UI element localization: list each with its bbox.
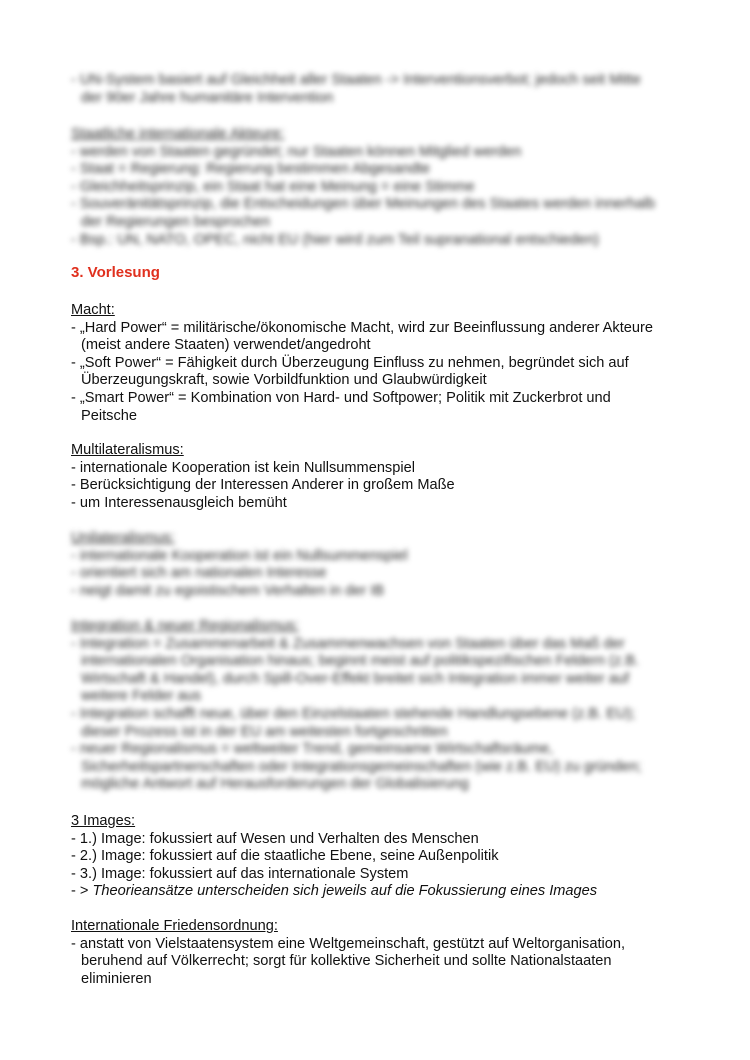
- text-line: - orientiert sich am nationalen Interesse: [71, 565, 327, 582]
- text-line: - „Smart Power“ = Kombination von Hard- und Softpower; Politik mit Zuckerbrot und: [71, 389, 611, 406]
- text-line: - anstatt von Vielstaatensystem eine Weltgemeinschaft, gestützt auf Weltorganisation,: [71, 935, 626, 952]
- text-line: mögliche Antwort auf Herausforderungen der Globalisierung: [81, 776, 469, 793]
- section-unilateralismus: [71, 530, 691, 600]
- text-line: weitere Felder aus: [81, 688, 202, 705]
- text-line: Überzeugungskraft, sowie Vorbildfunktion und Glaubwürdigkeit: [81, 372, 487, 389]
- conclusion-line: [71, 883, 691, 901]
- text-line: - Bsp.: UN, NATO, OPEC, nicht EU (hier wird zum Teil supranational entschieden): [71, 231, 600, 248]
- text-line: Peitsche: [81, 407, 137, 424]
- section-friedensordnung: [71, 918, 691, 988]
- text-line: - neigt damit zu egoistischem Verhalten in der IB: [71, 582, 385, 599]
- text-line: - internationale Kooperation ist ein Nullsummenspiel: [71, 547, 408, 564]
- text-line: internationalen Organisation hinaus; beginnt meist auf politikspezifischen Feldern (z.B.: [81, 653, 640, 670]
- text-line: der Regierungen besprochen: [81, 213, 271, 230]
- text-line: - Integration = Zusammenarbeit & Zusammenwachsen von Staaten über das Maß der: [71, 635, 625, 652]
- section-heading: Internationale Friedensordnung:: [71, 918, 278, 934]
- text-line: - Souveränitätsprinzip, die Entscheidungen über Meinungen des Staates werden innerhalb: [71, 196, 656, 213]
- text-line: beruhend auf Völkerrecht; sorgt für kollektive Sicherheit und sollte Nationalstaaten: [81, 953, 612, 970]
- section-integration: [71, 618, 691, 794]
- text-line: Sicherheitspartnerschaften oder Integrationsgemeinschaften (wie z.B. EU) zu gründen;: [81, 758, 642, 775]
- section-heading: Macht:: [71, 302, 115, 318]
- text-line: - 1.) Image: fokussiert auf Wesen und Verhalten des Menschen: [71, 830, 479, 847]
- conclusion-text: Theorieansätze unterscheiden sich jeweils auf die Fokussierung eines Images: [92, 883, 598, 900]
- text-line: Wirtschaft & Handel), durch Spill-Over-Effekt breitet sich Integration immer weiter auf: [81, 670, 630, 687]
- section-multilateralismus: [71, 442, 691, 512]
- section-state-actors: [71, 126, 691, 249]
- lecture-title: 3. Vorlesung: [71, 264, 160, 281]
- text-line: - werden von Staaten gegründet; nur Staaten können Mitglied werden: [71, 143, 522, 160]
- section-heading: Multilateralismus:: [71, 442, 184, 458]
- text-line: - 2.) Image: fokussiert auf die staatliche Ebene, seine Außenpolitik: [71, 848, 499, 865]
- text-line: der 90er Jahre humanitäre Intervention: [81, 89, 334, 106]
- intro-paragraph: [71, 72, 691, 107]
- text-line: - Staat = Regierung: Regierung bestimmen Abgesandte: [71, 161, 430, 178]
- section-macht: [71, 302, 691, 425]
- conclusion-prefix: - >: [71, 883, 93, 900]
- section-images: [71, 813, 691, 901]
- text-line: - um Interessenausgleich bemüht: [71, 494, 287, 511]
- text-line: - Berücksichtigung der Interessen Anderer in großem Maße: [71, 477, 455, 494]
- section-heading: Staatliche internationale Akteure:: [71, 126, 285, 142]
- text-line: (meist andere Staaten) verwendet/angedroht: [81, 337, 371, 354]
- text-line: dieser Prozess ist in der EU am weitesten fortgeschritten: [81, 723, 448, 740]
- section-heading: Integration & neuer Regionalismus:: [71, 618, 299, 634]
- text-line: - internationale Kooperation ist kein Nullsummenspiel: [71, 459, 415, 476]
- text-line: eliminieren: [81, 970, 152, 987]
- text-line: - 3.) Image: fokussiert auf das internationale System: [71, 865, 409, 882]
- text-line: - „Hard Power“ = militärische/ökonomische Macht, wird zur Beeinflussung anderer Akteure: [71, 319, 653, 336]
- section-heading: 3 Images:: [71, 813, 136, 829]
- text-line: - Integration schafft neue, über den Einzelstaaten stehende Handlungsebene (z.B. EU);: [71, 705, 636, 722]
- text-line: - „Soft Power“ = Fähigkeit durch Überzeugung Einfluss zu nehmen, begründet sich auf: [71, 354, 629, 371]
- text-line: - neuer Regionalismus = weltweiter Trend, gemeinsame Wirtschaftsräume,: [71, 741, 554, 758]
- text-line: - UN-System basiert auf Gleichheit aller Staaten -> Interventionsverbot; jedoch seit Mitte: [71, 72, 641, 88]
- section-heading: Unilateralismus:: [71, 530, 175, 546]
- text-line: - Gleichheitsprinzip, ein Staat hat eine Meinung = eine Stimme: [71, 178, 475, 195]
